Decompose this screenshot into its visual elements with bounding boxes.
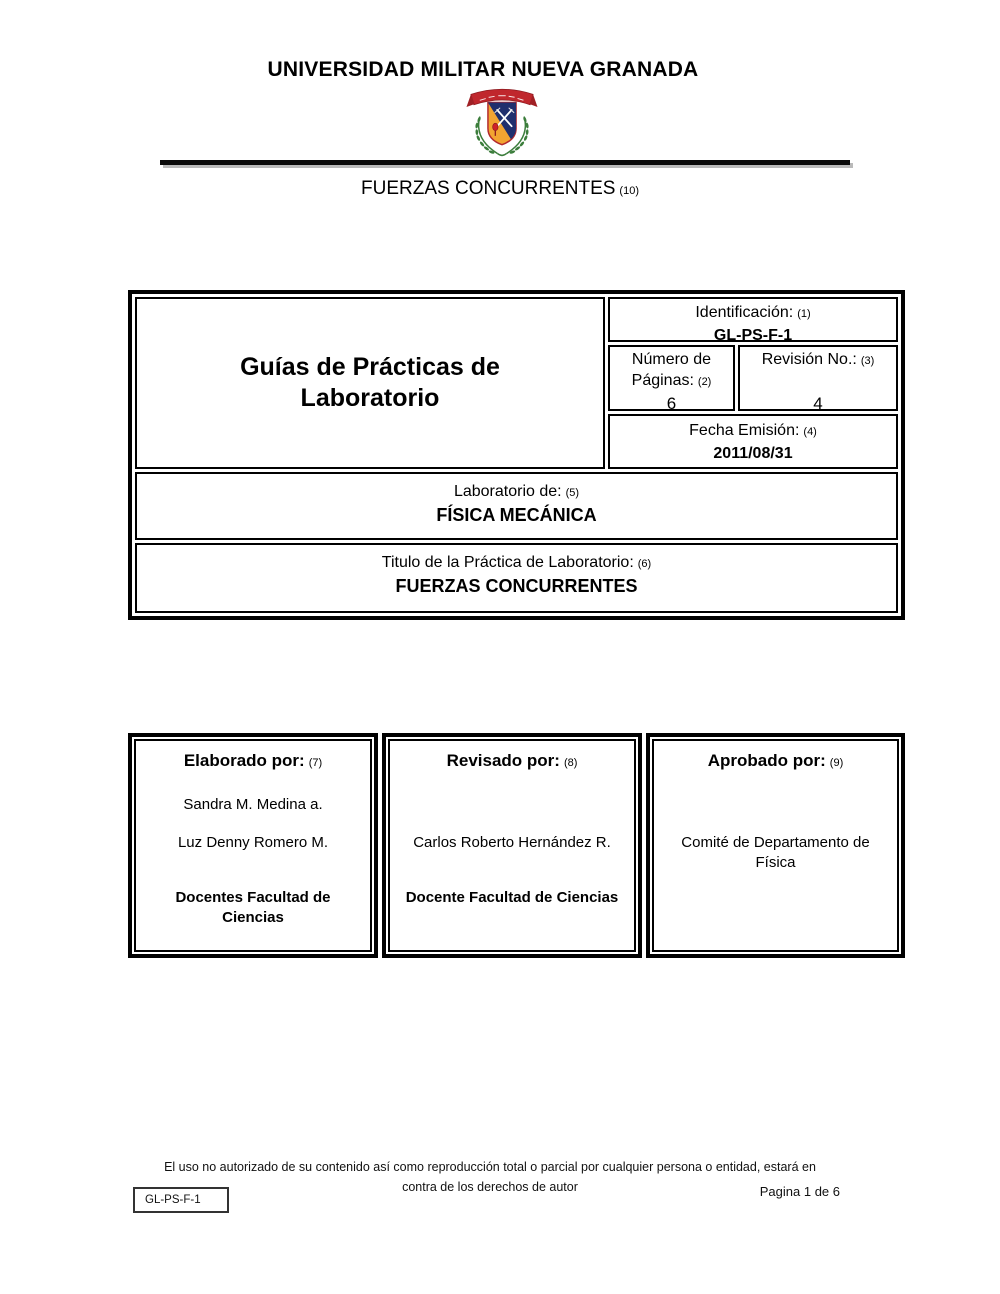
revisado-box-inner (388, 739, 636, 952)
document-subtitle (0, 178, 1000, 200)
elaborado-role: Docentes Facultad de Ciencias (175, 889, 331, 926)
revision-label-row (740, 349, 896, 372)
aprobado-box-inner (652, 739, 899, 952)
page-number-label: Pagina 1 de 6 (759, 1184, 840, 1199)
identification-cell (608, 297, 898, 342)
elaborado-name-1: Sandra M. Medina a. (183, 796, 323, 813)
info-table-top-section (135, 297, 898, 469)
aprobado-heading-row (666, 751, 885, 771)
practice-title-cell (135, 543, 898, 613)
guide-title-cell (135, 297, 605, 469)
aprobado-ref: (9) (829, 757, 844, 769)
elaborado-name-2: Luz Denny Romero M. (177, 834, 329, 851)
revision-ref: (3) (860, 355, 875, 367)
aprobado-box (646, 733, 905, 958)
identification-label-row (610, 302, 896, 325)
elaborado-heading: Elaborado por: (183, 751, 305, 770)
crest-svg (465, 84, 539, 164)
university-crest-icon (465, 84, 539, 164)
practice-title-ref: (6) (637, 558, 652, 570)
elaborado-box (128, 733, 378, 958)
signature-boxes (128, 733, 905, 958)
issue-date-label: Fecha Emisión: (689, 422, 800, 439)
revision-label: Revisión No.: (761, 351, 857, 368)
identification-label: Identificación: (695, 304, 794, 321)
guide-title: Guías de Prácticas de Laboratorio (240, 352, 500, 412)
revisado-heading: Revisado por: (446, 751, 560, 770)
laboratory-ref: (5) (565, 487, 580, 499)
revisado-heading-row (402, 751, 622, 771)
document-code-box (133, 1187, 229, 1213)
revisado-ref: (8) (563, 757, 578, 769)
elaborado-box-inner (134, 739, 372, 952)
subtitle-text: FUERZAS CONCURRENTES (361, 178, 616, 199)
info-table-right-stack (608, 297, 898, 469)
aprobado-name-1: Comité de Departamento de Física (681, 834, 870, 871)
identification-value: GL-PS-F-1 (713, 327, 793, 344)
practice-title-label: Titulo de la Práctica de Laboratorio: (381, 554, 634, 571)
laboratory-label-row (137, 481, 896, 504)
subtitle-ref: (10) (619, 185, 639, 197)
practice-title-value: FUERZAS CONCURRENTES (395, 576, 638, 596)
header-divider (160, 160, 850, 165)
elaborado-ref: (7) (308, 757, 323, 769)
copyright-notice-line-2: contra de los derechos de autor (402, 1180, 578, 1194)
pages-label: Número de Páginas: (631, 351, 712, 389)
practice-title-label-row (137, 552, 896, 575)
info-table (128, 290, 905, 620)
identification-ref: (1) (797, 308, 811, 320)
copyright-notice-line-1: El uso no autorizado de su contenido así como reproducción total o parcial por cualquier persona o entidad, estará en (164, 1160, 816, 1174)
laboratory-cell (135, 472, 898, 540)
pages-value: 6 (666, 394, 677, 413)
issue-date-label-row (610, 420, 896, 443)
revision-cell (738, 345, 898, 411)
revisado-box (382, 733, 642, 958)
elaborado-heading-row (148, 751, 358, 771)
laboratory-value: FÍSICA MECÁNICA (436, 505, 597, 525)
pages-revision-row (608, 345, 898, 411)
pages-label-row (610, 349, 733, 393)
pages-cell (608, 345, 735, 411)
issue-date-cell (608, 414, 898, 469)
pages-ref: (2) (697, 376, 712, 388)
laboratory-label: Laboratorio de: (453, 483, 562, 500)
revision-value: 4 (813, 394, 823, 413)
aprobado-heading: Aprobado por: (707, 751, 826, 770)
revisado-role: Docente Facultad de Ciencias (405, 889, 619, 906)
document-code: GL-PS-F-1 (145, 1194, 201, 1206)
issue-date-ref: (4) (803, 426, 817, 438)
issue-date-value: 2011/08/31 (713, 445, 793, 462)
university-title: UNIVERSIDAD MILITAR NUEVA GRANADA (267, 58, 699, 81)
revisado-name-1: Carlos Roberto Hernández R. (413, 834, 611, 851)
